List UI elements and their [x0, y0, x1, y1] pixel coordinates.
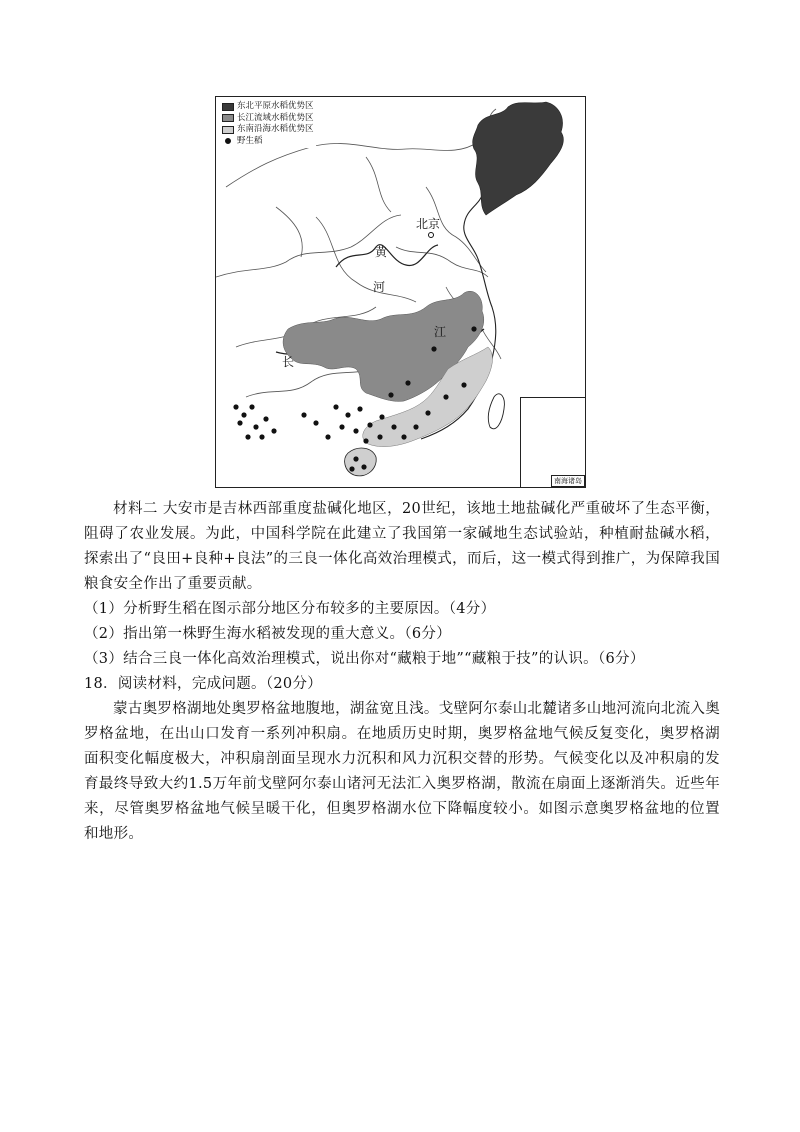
legend-label: 东北平原水稻优势区 [237, 101, 314, 111]
wild-rice-dot-icon [225, 138, 231, 144]
legend-label: 野生稻 [237, 135, 263, 146]
label-beijing: 北京 [416, 217, 441, 231]
legend-swatch [222, 126, 234, 134]
legend-item [222, 124, 314, 136]
legend-label: 长江流域水稻优势区 [237, 112, 314, 123]
label-huang: 黄 [375, 245, 388, 259]
legend-item [222, 101, 314, 113]
question-3: （3）结合三良一体化高效治理模式，说出你对“藏粮于地”“藏粮于技”的认识。（6分） [84, 651, 645, 667]
legend-label: 东南沿海水稻优势区 [237, 124, 314, 134]
map-legend [220, 100, 316, 148]
legend-swatch [222, 103, 234, 111]
question-1: （1）分析野生稻在图示部分地区分布较多的主要原因。（4分） [84, 601, 496, 617]
south-china-sea-inset [520, 397, 585, 487]
question-18-title: 18．阅读材料，完成问题。（20分） [84, 676, 323, 692]
material-2-paragraph: 材料二 大安市是吉林西部重度盐碱化地区，20世纪，该地土地盐碱化严重破坏了生态平衡，阻碍了农业发展。为此，中国科学院在此建立了我国第一家碱地生态试验站，种植耐盐碱水稻，探索出了“良田+良种+良法”的三良一体化高效治理模式，而后，这一模式得到推广，为保障我国粮食安全作出了重要贡献。 [84, 501, 720, 592]
rice-distribution-map [215, 96, 586, 488]
label-he: 河 [373, 280, 386, 294]
legend-item [222, 113, 314, 125]
label-chang: 长 [282, 355, 295, 369]
legend-item [222, 136, 314, 148]
legend-swatch [222, 114, 234, 122]
question-18-paragraph: 蒙古奥罗格湖地处奥罗格盆地腹地，湖盆宽且浅。戈壁阿尔泰山北麓诸多山地河流向北流入奥罗格盆地，在出山口发育一系列冲积扇。在地质历史时期，奥罗格盆地气候反复变化，奥罗格湖面积变化幅度极大，冲积扇剖面呈现水力沉积和风力沉积交替的形势。气候变化以及冲积扇的发育最终导致大约1.5万年前戈壁阿尔泰山诸河无法汇入奥罗格湖，散流在扇面上逐渐消失。近些年来，尽管奥罗格盆地气候呈暖干化，但奥罗格湖水位下降幅度较小。如图示意奥罗格盆地的位置和地形。 [84, 701, 720, 842]
material-2-block [84, 497, 720, 597]
questions-block [84, 597, 720, 847]
label-jiang: 江 [434, 325, 447, 339]
inset-caption: 南海诸岛 [551, 475, 585, 487]
question-2: （2）指出第一株野生海水稻被发现的重大意义。（6分） [84, 626, 451, 642]
